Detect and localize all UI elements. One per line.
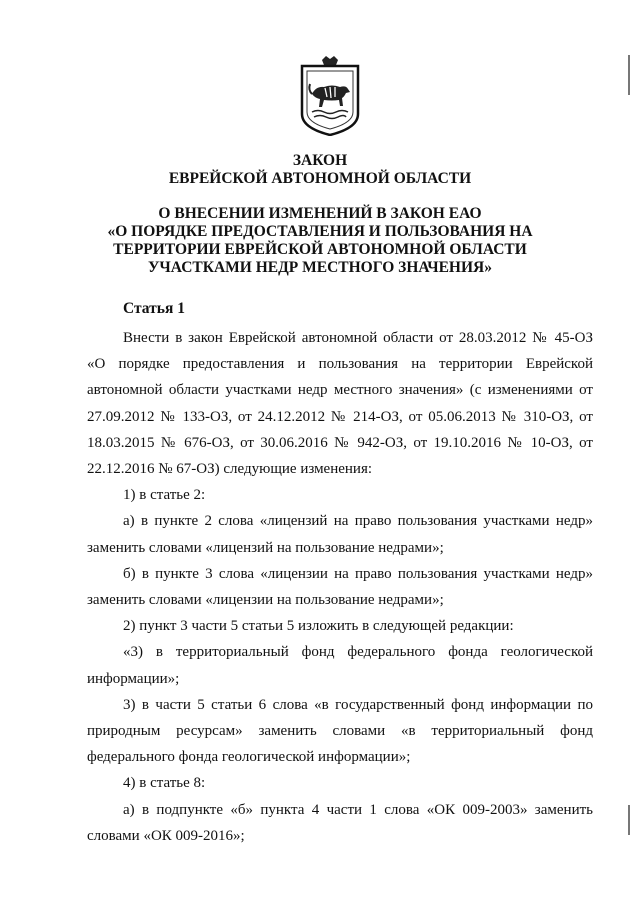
scan-edge-mark [628, 55, 630, 95]
subject-line: ТЕРРИТОРИИ ЕВРЕЙСКОЙ АВТОНОМНОЙ ОБЛАСТИ [113, 241, 527, 258]
scan-edge-mark [628, 805, 630, 835]
paragraph: б) в пункте 3 слова «лицензии на право пользования участками недр» заменить словами «лицензии на пользование недрами»; [87, 565, 593, 609]
paragraph: Внести в закон Еврейской автономной области от 28.03.2012 № 45-ОЗ «О порядке предоставления и пользования на территории Еврейской автономной области участками недр местного значения» (с изменениями от 27.09.2012 № 133-ОЗ, от 24.12.2012 № 214-ОЗ, от 05.06.2013 № 310-ОЗ, от 18.03.2015 № 676-ОЗ, от 30.06.2016 № 942-ОЗ, от 19.10.2016 № 10-ОЗ, от 22.12.2016 № 67-ОЗ) следующие изменения: [87, 330, 593, 478]
paragraph: а) в подпункте «б» пункта 4 части 1 слова «ОК 009-2003» заменить словами «ОК 009-2016»; [87, 801, 593, 844]
subject-line: О ВНЕСЕНИИ ИЗМЕНЕНИЙ В ЗАКОН ЕАО [158, 205, 482, 222]
law-title [0, 152, 640, 188]
paragraph: 2) пункт 3 части 5 статьи 5 изложить в следующей редакции: [123, 618, 514, 635]
paragraph: 1) в статье 2: [123, 487, 206, 504]
law-region: ЕВРЕЙСКОЙ АВТОНОМНОЙ ОБЛАСТИ [168, 170, 472, 187]
law-label: ЗАКОН [292, 152, 348, 169]
paragraph: 3) в части 5 статьи 6 слова «в государственный фонд информации по природным ресурсам» заменить словами «в территориальный фонд федерального фонда геологической информации»; [87, 696, 593, 766]
subject-line: «О ПОРЯДКЕ ПРЕДОСТАВЛЕНИЯ И ПОЛЬЗОВАНИЯ НА [107, 223, 533, 240]
law-subject [0, 205, 640, 277]
article-heading: Статья 1 [123, 300, 185, 317]
paragraph: а) в пункте 2 слова «лицензий на право пользования участками недр» заменить словами «лицензий на пользование недрами»; [87, 513, 593, 556]
coat-of-arms-tiger-icon [298, 56, 362, 136]
paragraph: «3) в территориальный фонд федерального фонда геологической информации»; [87, 644, 593, 687]
document-body [87, 325, 593, 849]
paragraph: 4) в статье 8: [123, 775, 206, 792]
subject-line: УЧАСТКАМИ НЕДР МЕСТНОГО ЗНАЧЕНИЯ» [148, 259, 492, 276]
